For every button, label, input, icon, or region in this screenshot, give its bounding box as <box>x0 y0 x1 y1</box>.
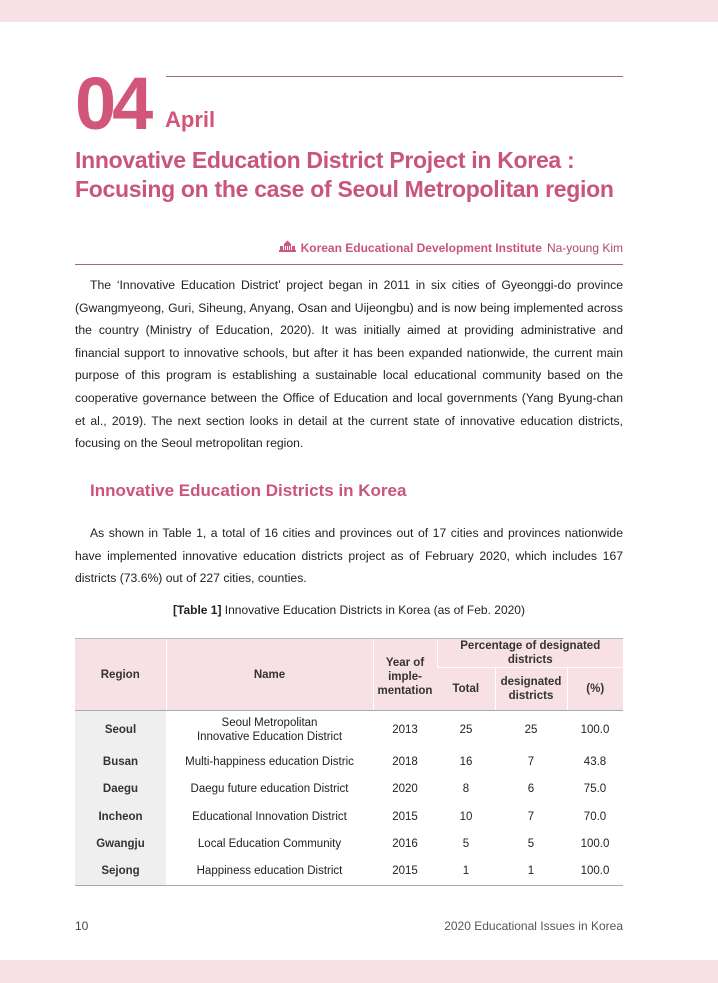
cell-designated: 7 <box>527 756 535 768</box>
table-caption-label: [Table 1] <box>173 603 222 617</box>
table-caption-text: Innovative Education Districts in Korea (as of Feb. 2020) <box>221 603 525 617</box>
table-row <box>75 803 623 831</box>
title-line-1: Innovative Education District Project in Korea : <box>75 147 575 173</box>
cell-name: Educational Innovation District <box>192 810 347 823</box>
section-heading: Innovative Education Districts in Korea <box>90 481 407 500</box>
header-designated: designated districts <box>495 668 567 711</box>
table-row <box>75 749 623 776</box>
header-percent: (%) <box>567 668 623 711</box>
cell-year: 2018 <box>392 756 418 768</box>
cell-total: 1 <box>437 858 495 886</box>
cell-year: 2015 <box>392 810 418 823</box>
table-row <box>75 711 623 749</box>
cell-total: 25 <box>459 723 473 736</box>
issue-number: 04 <box>75 62 150 145</box>
cell-region: Busan <box>75 749 166 776</box>
cell-total: 10 <box>459 810 473 823</box>
header-total: Total <box>437 668 495 711</box>
issue-month: April <box>165 107 216 132</box>
table-caption <box>75 603 623 617</box>
cell-designated: 5 <box>527 838 535 850</box>
table-row <box>75 831 623 858</box>
header-name: Name <box>166 639 373 711</box>
cell-name: Seoul Metropolitan Innovative Education District <box>196 716 343 743</box>
cell-name: Daegu future education District <box>190 783 349 795</box>
cell-year: 2015 <box>373 858 437 886</box>
cell-percent: 75.0 <box>583 783 607 795</box>
cell-region: Sejong <box>75 858 166 886</box>
cell-total: 8 <box>462 783 470 795</box>
cell-percent: 100.0 <box>580 723 610 736</box>
cell-name: Happiness education District <box>166 858 373 886</box>
publication-title: 2020 Educational Issues in Korea <box>444 919 623 933</box>
cell-percent: 70.0 <box>583 810 607 823</box>
cell-year: 2013 <box>392 723 418 736</box>
intro-paragraph: The ‘Innovative Education District’ project began in 2011 in six cities of Gyeonggi-do province (Gwangmyeong, Guri, Siheung, Anyang, Osan and Uijeongbu) and is now being implemented across the country (Ministry of Education, 2020). It was initially aimed at providing administrative and financial support to innovative schools, but after it has been expanded nationwide, the current main purpose of this program is establishing a sustainable local educational community based on the cooperative governance between the Office of Education and local governments (Yang Byung-chan et al., 2019). The next section looks in detail at the current state of innovative education districts, focusing on the Seoul metropolitan region. <box>75 278 623 451</box>
bottom-band <box>0 960 718 983</box>
cell-region: Daegu <box>75 776 166 803</box>
cell-percent: 43.8 <box>583 756 607 768</box>
cell-region: Gwangju <box>75 831 166 858</box>
section-paragraph: As shown in Table 1, a total of 16 cities and provinces out of 17 cities and provinces nationwide have implemented innovative education districts project as of February 2020, which includes 167 districts (73.6%) out of 227 cities, counties. <box>75 526 623 586</box>
cell-year: 2016 <box>392 838 418 850</box>
author-name: Na-young Kim <box>546 240 623 255</box>
cell-total: 5 <box>462 838 470 850</box>
cell-year: 2020 <box>392 783 418 795</box>
header-percentage-group: Percentage of designated districts <box>437 639 623 668</box>
cell-percent: 100.0 <box>567 858 623 886</box>
table-row <box>75 776 623 803</box>
cell-percent: 100.0 <box>580 838 610 850</box>
cell-designated: 25 <box>524 723 538 736</box>
cell-region: Incheon <box>75 803 166 831</box>
cell-region: Seoul <box>75 711 166 749</box>
cell-name: Local Education Community <box>197 838 342 850</box>
institute-building-icon <box>279 240 296 255</box>
header-region: Region <box>75 639 166 711</box>
header-year: Year of imple-mentation <box>373 639 437 711</box>
cell-designated: 7 <box>527 810 535 823</box>
cell-name: Multi-happiness education Distric <box>185 756 354 768</box>
author-institute: Korean Educational Development Institute <box>300 240 542 255</box>
title-line-2: Focusing on the case of Seoul Metropolitan region <box>75 176 614 202</box>
cell-total: 16 <box>459 756 473 768</box>
cell-designated: 6 <box>527 783 535 795</box>
article-title <box>75 146 635 204</box>
author-rule <box>75 264 623 265</box>
author-line <box>279 240 623 255</box>
cell-designated: 1 <box>495 858 567 886</box>
top-band <box>0 0 718 22</box>
districts-table <box>75 638 623 886</box>
table-row <box>75 858 623 886</box>
page-number: 10 <box>75 919 89 933</box>
header-rule <box>166 76 623 77</box>
